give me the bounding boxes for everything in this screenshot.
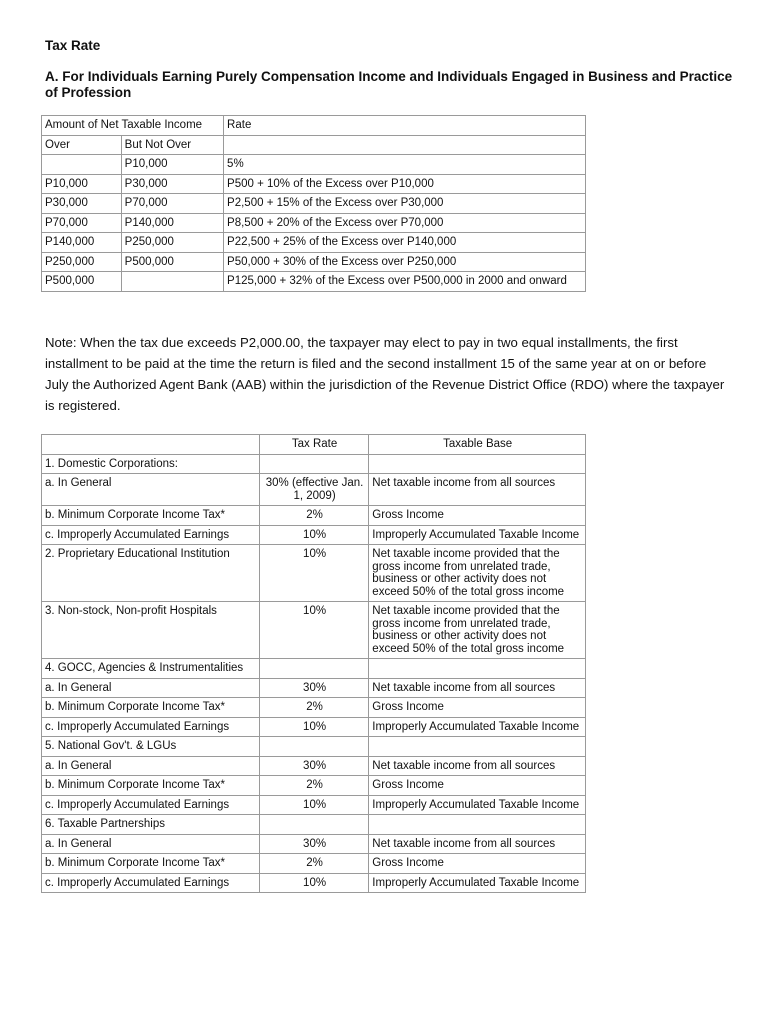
- cell-over: P10,000: [42, 174, 122, 194]
- cell-label: a. In General: [42, 834, 260, 854]
- cell-rate: P22,500 + 25% of the Excess over P140,000: [224, 233, 586, 253]
- table-row: [42, 213, 586, 233]
- cell-tax-rate: 10%: [259, 545, 368, 602]
- cell-tax-rate: 30%: [259, 834, 368, 854]
- cell-label: b. Minimum Corporate Income Tax*: [42, 776, 260, 796]
- table-row: [42, 155, 586, 175]
- cell-rate: P2,500 + 15% of the Excess over P30,000: [224, 194, 586, 214]
- cell-taxable-base: [369, 737, 586, 757]
- cell-label: 2. Proprietary Educational Institution: [42, 545, 260, 602]
- table-row: [42, 756, 586, 776]
- cell-taxable-base: [369, 815, 586, 835]
- cell-tax-rate: 2%: [259, 506, 368, 526]
- cell-tax-rate: [259, 815, 368, 835]
- header-blank-cell: [224, 135, 586, 155]
- cell-label: 3. Non-stock, Non-profit Hospitals: [42, 602, 260, 659]
- header-taxable-base: Taxable Base: [369, 435, 586, 455]
- table-row: [42, 815, 586, 835]
- cell-label: c. Improperly Accumulated Earnings: [42, 525, 260, 545]
- table-row: [42, 454, 586, 474]
- cell-not-over: P250,000: [121, 233, 223, 253]
- cell-not-over: P140,000: [121, 213, 223, 233]
- table-row: [42, 717, 586, 737]
- cell-taxable-base: Gross Income: [369, 506, 586, 526]
- cell-rate: 5%: [224, 155, 586, 175]
- corporate-tax-table: [41, 434, 586, 893]
- header-but-not-over: But Not Over: [121, 135, 223, 155]
- cell-taxable-base: [369, 454, 586, 474]
- header-amount: Amount of Net Taxable Income: [42, 116, 224, 136]
- table-row: [42, 194, 586, 214]
- table-row: [42, 602, 586, 659]
- header-rate: Rate: [224, 116, 586, 136]
- cell-tax-rate: 10%: [259, 795, 368, 815]
- cell-tax-rate: 2%: [259, 854, 368, 874]
- header-tax-rate: Tax Rate: [259, 435, 368, 455]
- cell-taxable-base: Net taxable income from all sources: [369, 834, 586, 854]
- cell-tax-rate: 30%: [259, 756, 368, 776]
- cell-not-over: P500,000: [121, 252, 223, 272]
- cell-taxable-base: Net taxable income from all sources: [369, 756, 586, 776]
- cell-taxable-base: Net taxable income provided that the gross income from unrelated trade, business or other activity does not exceed 50% of the total gross income: [369, 602, 586, 659]
- table-subheader-row: [42, 135, 586, 155]
- header-over: Over: [42, 135, 122, 155]
- cell-tax-rate: 10%: [259, 525, 368, 545]
- cell-taxable-base: Gross Income: [369, 776, 586, 796]
- cell-not-over: [121, 272, 223, 292]
- cell-label: 6. Taxable Partnerships: [42, 815, 260, 835]
- cell-over: P30,000: [42, 194, 122, 214]
- cell-rate: P125,000 + 32% of the Excess over P500,000 in 2000 and onward: [224, 272, 586, 292]
- cell-over: [42, 155, 122, 175]
- cell-label: b. Minimum Corporate Income Tax*: [42, 698, 260, 718]
- cell-tax-rate: 10%: [259, 873, 368, 893]
- cell-tax-rate: 2%: [259, 776, 368, 796]
- table-row: [42, 873, 586, 893]
- table-row: [42, 854, 586, 874]
- table-row: [42, 776, 586, 796]
- cell-over: P70,000: [42, 213, 122, 233]
- table-row: [42, 252, 586, 272]
- table-row: [42, 678, 586, 698]
- cell-tax-rate: 2%: [259, 698, 368, 718]
- cell-taxable-base: [369, 659, 586, 679]
- cell-tax-rate: 10%: [259, 602, 368, 659]
- cell-label: a. In General: [42, 756, 260, 776]
- cell-taxable-base: Improperly Accumulated Taxable Income: [369, 717, 586, 737]
- table-row: [42, 545, 586, 602]
- cell-tax-rate: 30% (effective Jan. 1, 2009): [259, 474, 368, 506]
- table-row: [42, 834, 586, 854]
- cell-taxable-base: Net taxable income from all sources: [369, 678, 586, 698]
- table-row: [42, 525, 586, 545]
- cell-label: a. In General: [42, 474, 260, 506]
- cell-label: 4. GOCC, Agencies & Instrumentalities: [42, 659, 260, 679]
- individual-tax-table: [41, 115, 586, 292]
- cell-taxable-base: Improperly Accumulated Taxable Income: [369, 525, 586, 545]
- cell-over: P140,000: [42, 233, 122, 253]
- table-header-row: [42, 116, 586, 136]
- cell-label: c. Improperly Accumulated Earnings: [42, 717, 260, 737]
- cell-label: c. Improperly Accumulated Earnings: [42, 873, 260, 893]
- cell-taxable-base: Net taxable income from all sources: [369, 474, 586, 506]
- cell-taxable-base: Improperly Accumulated Taxable Income: [369, 873, 586, 893]
- cell-rate: P8,500 + 20% of the Excess over P70,000: [224, 213, 586, 233]
- cell-rate: P500 + 10% of the Excess over P10,000: [224, 174, 586, 194]
- table-row: [42, 737, 586, 757]
- table-row: [42, 474, 586, 506]
- table-row: [42, 233, 586, 253]
- table-header-row: [42, 435, 586, 455]
- cell-taxable-base: Gross Income: [369, 698, 586, 718]
- cell-tax-rate: 10%: [259, 717, 368, 737]
- cell-label: a. In General: [42, 678, 260, 698]
- table-row: [42, 174, 586, 194]
- table-row: [42, 506, 586, 526]
- cell-taxable-base: Net taxable income provided that the gross income from unrelated trade, business or other activity does not exceed 50% of the total gross income: [369, 545, 586, 602]
- cell-tax-rate: [259, 737, 368, 757]
- cell-over: P250,000: [42, 252, 122, 272]
- cell-label: b. Minimum Corporate Income Tax*: [42, 854, 260, 874]
- cell-label: 5. National Gov't. & LGUs: [42, 737, 260, 757]
- table-row: [42, 795, 586, 815]
- cell-not-over: P10,000: [121, 155, 223, 175]
- table-row: [42, 272, 586, 292]
- cell-label: b. Minimum Corporate Income Tax*: [42, 506, 260, 526]
- cell-taxable-base: Improperly Accumulated Taxable Income: [369, 795, 586, 815]
- cell-over: P500,000: [42, 272, 122, 292]
- table-row: [42, 698, 586, 718]
- cell-label: 1. Domestic Corporations:: [42, 454, 260, 474]
- cell-not-over: P30,000: [121, 174, 223, 194]
- installment-note: Note: When the tax due exceeds P2,000.00, the taxpayer may elect to pay in two equal installments, the first installment to be paid at the time the return is filed and the second installment 15 of the same year at on or before July the Authorized Agent Bank (AAB) within the jurisdiction of the Revenue District Office (RDO) where the taxpayer is registered.: [45, 335, 725, 413]
- cell-tax-rate: [259, 454, 368, 474]
- cell-label: c. Improperly Accumulated Earnings: [42, 795, 260, 815]
- cell-tax-rate: 30%: [259, 678, 368, 698]
- section-heading: A. For Individuals Earning Purely Compensation Income and Individuals Engaged in Business and Practice of Profession: [45, 69, 733, 100]
- cell-not-over: P70,000: [121, 194, 223, 214]
- cell-tax-rate: [259, 659, 368, 679]
- page-title: Tax Rate: [45, 38, 101, 53]
- table-row: [42, 659, 586, 679]
- header-blank: [42, 435, 260, 455]
- cell-taxable-base: Gross Income: [369, 854, 586, 874]
- cell-rate: P50,000 + 30% of the Excess over P250,000: [224, 252, 586, 272]
